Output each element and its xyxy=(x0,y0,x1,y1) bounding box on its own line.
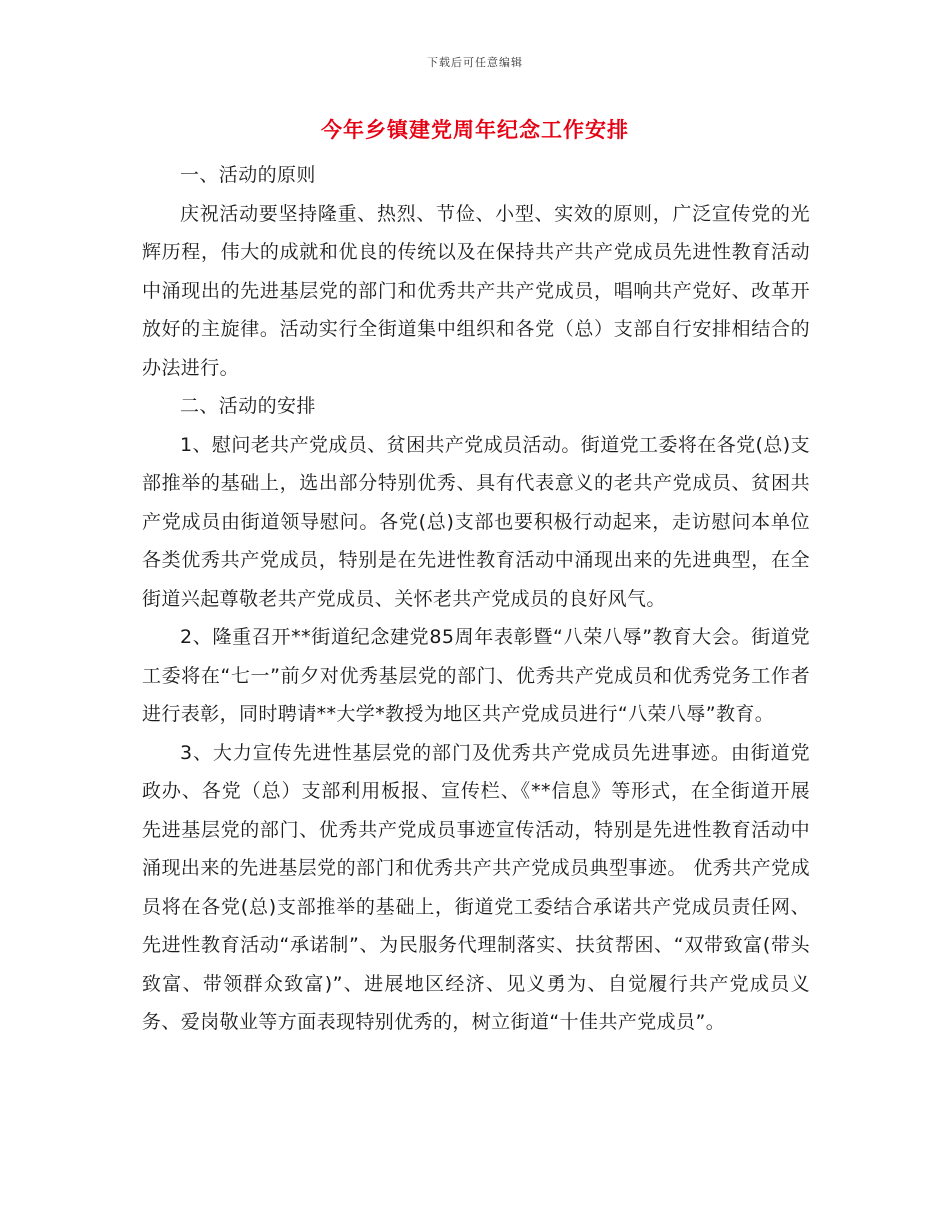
paragraph-item-2: 2、隆重召开**街道纪念建党85周年表彰暨“八荣八辱”教育大会。街道党工委将在“七一”前夕对优秀基层党的部门、优秀共产党成员和优秀党务工作者进行表彰，同时聘请**大学*教授为地区共产党成员进行“八荣八辱”教育。 xyxy=(142,626,810,725)
paragraph-item-1: 1、慰问老共产党成员、贫困共产党成员活动。街道党工委将在各党(总)支部推举的基础上，选出部分特别优秀、具有代表意义的老共产党成员、贫困共产党成员由街道领导慰问。各党(总)支部也要积极行动起来，走访慰问本单位各类优秀共产党成员，特别是在先进性教育活动中涌现出来的先进典型，在全街道兴起尊敬老共产党成员、关怀老共产党成员的良好风气。 xyxy=(142,433,810,610)
section-heading-principles: 一、活动的原则 xyxy=(180,164,316,186)
document-title: 今年乡镇建党周年纪念工作安排 xyxy=(321,118,629,142)
section-heading-arrangements: 二、活动的安排 xyxy=(180,395,316,417)
paragraph-principles: 庆祝活动要坚持隆重、热烈、节俭、小型、实效的原则，广泛宣传党的光辉历程，伟大的成就和优良的传统以及在保持共产共产党成员先进性教育活动中涌现出的先进基层党的部门和优秀共产共产党成员，唱响共产党好、改革开放好的主旋律。活动实行全街道集中组织和各党（总）支部自行安排相结合的办法进行。 xyxy=(142,202,810,379)
document-body xyxy=(142,156,810,1042)
paragraph-item-3: 3、大力宣传先进性基层党的部门及优秀共产党成员先进事迹。由街道党政办、各党（总）支部利用板报、宣传栏、《**信息》等形式，在全街道开展先进基层党的部门、优秀共产党成员事迹宣传活动，特别是先进性教育活动中涌现出来的先进基层党的部门和优秀共产共产党成员典型事迹。 优秀共产党成员将在各党(总)支部推举的基础上，街道党工委结合承诺共产党成员责任网、先进性教育活动“承诺制”、为民服务代理制落实、扶贫帮困、“双带致富(带头致富、带领群众致富)”、进展地区经济、见义勇为、自觉履行共产党成员义务、爱岗敬业等方面表现特别优秀的，树立街道“十佳共产党成员”。 xyxy=(142,741,810,1033)
header-note: 下载后可任意编辑 xyxy=(427,56,523,69)
